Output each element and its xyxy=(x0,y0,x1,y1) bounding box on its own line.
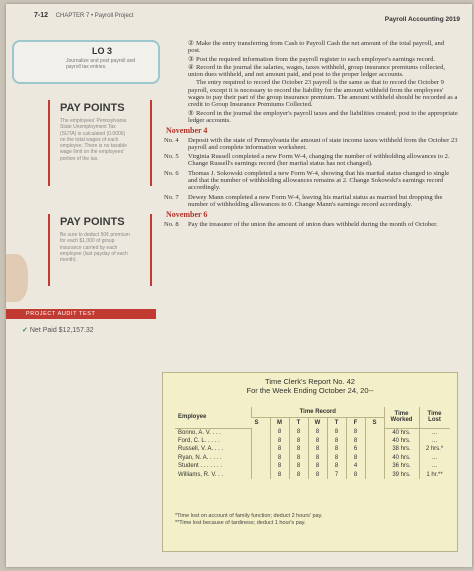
time-worked-cell: 40 hrs. xyxy=(384,428,419,437)
project-audit-test-bar: PROJECT AUDIT TEST xyxy=(6,309,156,319)
hours-cell xyxy=(252,428,271,437)
hours-cell: 8 xyxy=(346,471,365,479)
hours-cell: 8 xyxy=(308,428,327,437)
day-header: M xyxy=(270,418,289,429)
employee-name-cell: Bonno, A. V. . . . xyxy=(178,429,221,436)
employee-name-cell: Student . . . . . . . xyxy=(178,463,223,470)
hours-cell: 8 xyxy=(289,428,308,437)
hours-cell: 8 xyxy=(270,428,289,437)
hours-cell xyxy=(365,445,384,453)
hours-cell: 8 xyxy=(270,437,289,445)
hours-cell: 8 xyxy=(308,454,327,462)
time-worked-cell: 39 hrs. xyxy=(384,471,419,479)
table-row xyxy=(175,437,450,445)
hours-cell: 8 xyxy=(308,462,327,470)
col-time-lost: Time Lost xyxy=(419,407,450,428)
lo-title: LO 3 xyxy=(92,46,113,56)
hours-cell: 8 xyxy=(270,445,289,453)
day-header: W xyxy=(308,418,327,429)
time-worked-cell: 38 hrs. xyxy=(384,445,419,453)
hours-cell: 8 xyxy=(327,454,346,462)
hours-cell xyxy=(252,445,271,453)
thumb xyxy=(6,254,28,302)
net-paid-text: Net Paid $12,157.32 xyxy=(29,327,94,334)
instruction-paragraph: ④ Record in the journal the salaries, wages, taxes withheld, group insurance premiums collected, union dues withheld, and net amount paid, and post to the proper ledger accounts. xyxy=(188,63,446,79)
day-header: F xyxy=(346,418,365,429)
hours-cell: 8 xyxy=(308,471,327,479)
transaction-entry: No. 4 Deposit with the state of Pennsylvania the amount of state income taxes withheld from the October 23 payroll and complete information worksheet. xyxy=(164,136,458,151)
report-footnotes xyxy=(175,513,445,527)
time-worked-cell: 40 hrs. xyxy=(384,454,419,462)
hours-cell: 8 xyxy=(327,462,346,470)
hours-cell: 8 xyxy=(346,437,365,445)
hours-cell: 8 xyxy=(327,445,346,453)
report-title: Time Clerk's Report No. 42 For the Week Ending October 24, 20-- xyxy=(246,377,374,395)
hours-cell: 8 xyxy=(346,454,365,462)
date-heading-november-4: November 4 xyxy=(166,126,208,136)
running-title: Payroll Accounting 2019 xyxy=(384,16,460,23)
employee-name-cell: Russell, V. A. . . . xyxy=(178,446,224,453)
main-text-column xyxy=(164,40,458,230)
page-header-left xyxy=(34,12,133,19)
hours-cell xyxy=(365,454,384,462)
instruction-paragraph: ③ Post the required information from the payroll register to each employee's earnings record. xyxy=(188,55,436,63)
hours-cell: 6 xyxy=(346,445,365,453)
time-clerk-report xyxy=(162,372,458,552)
col-employee: Employee xyxy=(175,407,252,428)
time-lost-cell: 2 hrs.* xyxy=(419,445,450,453)
col-time-worked: Time Worked xyxy=(384,407,419,428)
instruction-paragraph: ② Make the entry transferring from Cash to Payroll Cash the net amount of the total payroll, and post. xyxy=(188,40,445,55)
pay-points-text-2: Be sure to deduct 50¢ premium for each $1,000 of group insurance carried by each employee (last payday of each month). xyxy=(60,232,130,264)
hours-cell xyxy=(252,462,271,470)
hours-cell: 7 xyxy=(327,471,346,479)
hours-cell: 8 xyxy=(289,454,308,462)
checkmark-icon: ✓ xyxy=(22,327,28,334)
employee-name-cell: Ford, C. L. . . . . xyxy=(178,437,220,444)
time-worked-cell: 36 hrs. xyxy=(384,462,419,470)
pay-points-title-2: PAY POINTS xyxy=(60,216,125,228)
time-worked-cell: 40 hrs. xyxy=(384,437,419,445)
pay-points-text-1: The employees' Pennsylvania State Unemployment Tax (SUTA) is calculated (0.0006) on the total wages of each employee. There is no taxable wage limit on the employees' portion of the tax. xyxy=(60,118,127,162)
learning-objective-box xyxy=(12,40,160,84)
employee-name-cell: Williams, R. V. . . xyxy=(178,471,224,478)
date-heading-november-6: November 6 xyxy=(166,210,208,220)
lo-text: Journalize and post payroll and payroll tax entries. xyxy=(66,58,136,70)
table-row xyxy=(175,462,450,470)
employee-name-cell: Ryan, N. A. . . . . xyxy=(178,454,222,461)
footnote-2: **Time lost because of tardiness; deduct 1 hour's pay. xyxy=(175,520,306,526)
hours-cell xyxy=(252,454,271,462)
page-number: 7-12 xyxy=(34,12,49,19)
table-row xyxy=(175,428,450,437)
day-header: S xyxy=(365,418,384,429)
time-lost-cell: ... xyxy=(419,437,450,445)
chapter-title: CHAPTER 7 • Payroll Project xyxy=(55,13,134,19)
col-time-record: Time Record xyxy=(252,407,385,418)
hours-cell: 8 xyxy=(270,462,289,470)
day-header: T xyxy=(327,418,346,429)
time-lost-cell: ... xyxy=(419,462,450,470)
hours-cell: 8 xyxy=(308,445,327,453)
hours-cell: 8 xyxy=(270,471,289,479)
transaction-entry: No. 6 Thomas J. Sokowski completed a new Form W-4, showing that his marital status changed to single and that the number of withholding allowances remains at 2. Change Sokowski's earnings record accordingly. xyxy=(164,169,450,192)
table-row xyxy=(175,471,450,479)
pay-points-box-2 xyxy=(48,214,152,286)
time-lost-cell: ... xyxy=(419,454,450,462)
hours-cell xyxy=(365,428,384,437)
hours-cell xyxy=(252,437,271,445)
instruction-paragraph: The entry required to record the October 23 payroll is the same as that to record the October 9 payroll, except it is necessary to record the liability for the amount withheld from the employees' wages to pay their part of the group insurance premium. The amount withheld should be recorded as a credit to Group Insurance Premiums Collected. xyxy=(188,79,458,109)
time-lost-cell: ... xyxy=(419,428,450,437)
hours-cell: 4 xyxy=(346,462,365,470)
hours-cell xyxy=(365,437,384,445)
table-row xyxy=(175,454,450,462)
hours-cell: 8 xyxy=(289,445,308,453)
hours-cell: 8 xyxy=(289,437,308,445)
hours-cell: 8 xyxy=(289,462,308,470)
transaction-entry: No. 7 Dewey Mann completed a new Form W-4, leaving his marital status as married but dropping the number of withholding allowances to 0. Change Mann's earnings record accordingly. xyxy=(164,193,443,208)
day-header: S xyxy=(254,420,259,426)
transaction-entry: No. 8 Pay the treasurer of the union the amount of union dues withheld during the month of October. xyxy=(164,220,438,228)
pay-points-title-1: PAY POINTS xyxy=(60,102,125,114)
net-paid-check xyxy=(22,326,94,334)
time-lost-cell: 1 hr.** xyxy=(419,471,450,479)
instruction-paragraph: ⑤ Record in the journal the employer's payroll taxes and the liabilities created; post to the appropriate ledger accounts. xyxy=(188,109,458,124)
day-header: T xyxy=(289,418,308,429)
hours-cell xyxy=(252,471,271,479)
time-record-table xyxy=(175,407,450,479)
hours-cell: 8 xyxy=(346,428,365,437)
hours-cell: 8 xyxy=(327,428,346,437)
textbook-page xyxy=(6,4,472,567)
transaction-entry: No. 5 Virginia Russell completed a new Form W-4, changing the number of withholding allowances to 2. Change Russell's earnings record (her marital status has not changed). xyxy=(164,153,450,168)
hours-cell: 8 xyxy=(289,471,308,479)
hours-cell: 8 xyxy=(327,437,346,445)
hours-cell xyxy=(365,471,384,479)
footnote-1: *Time lost on account of family function; deduct 2 hours' pay. xyxy=(175,513,323,519)
hours-cell: 8 xyxy=(308,437,327,445)
pay-points-box-1 xyxy=(48,100,152,186)
hours-cell: 8 xyxy=(270,454,289,462)
hours-cell xyxy=(365,462,384,470)
table-row xyxy=(175,445,450,453)
